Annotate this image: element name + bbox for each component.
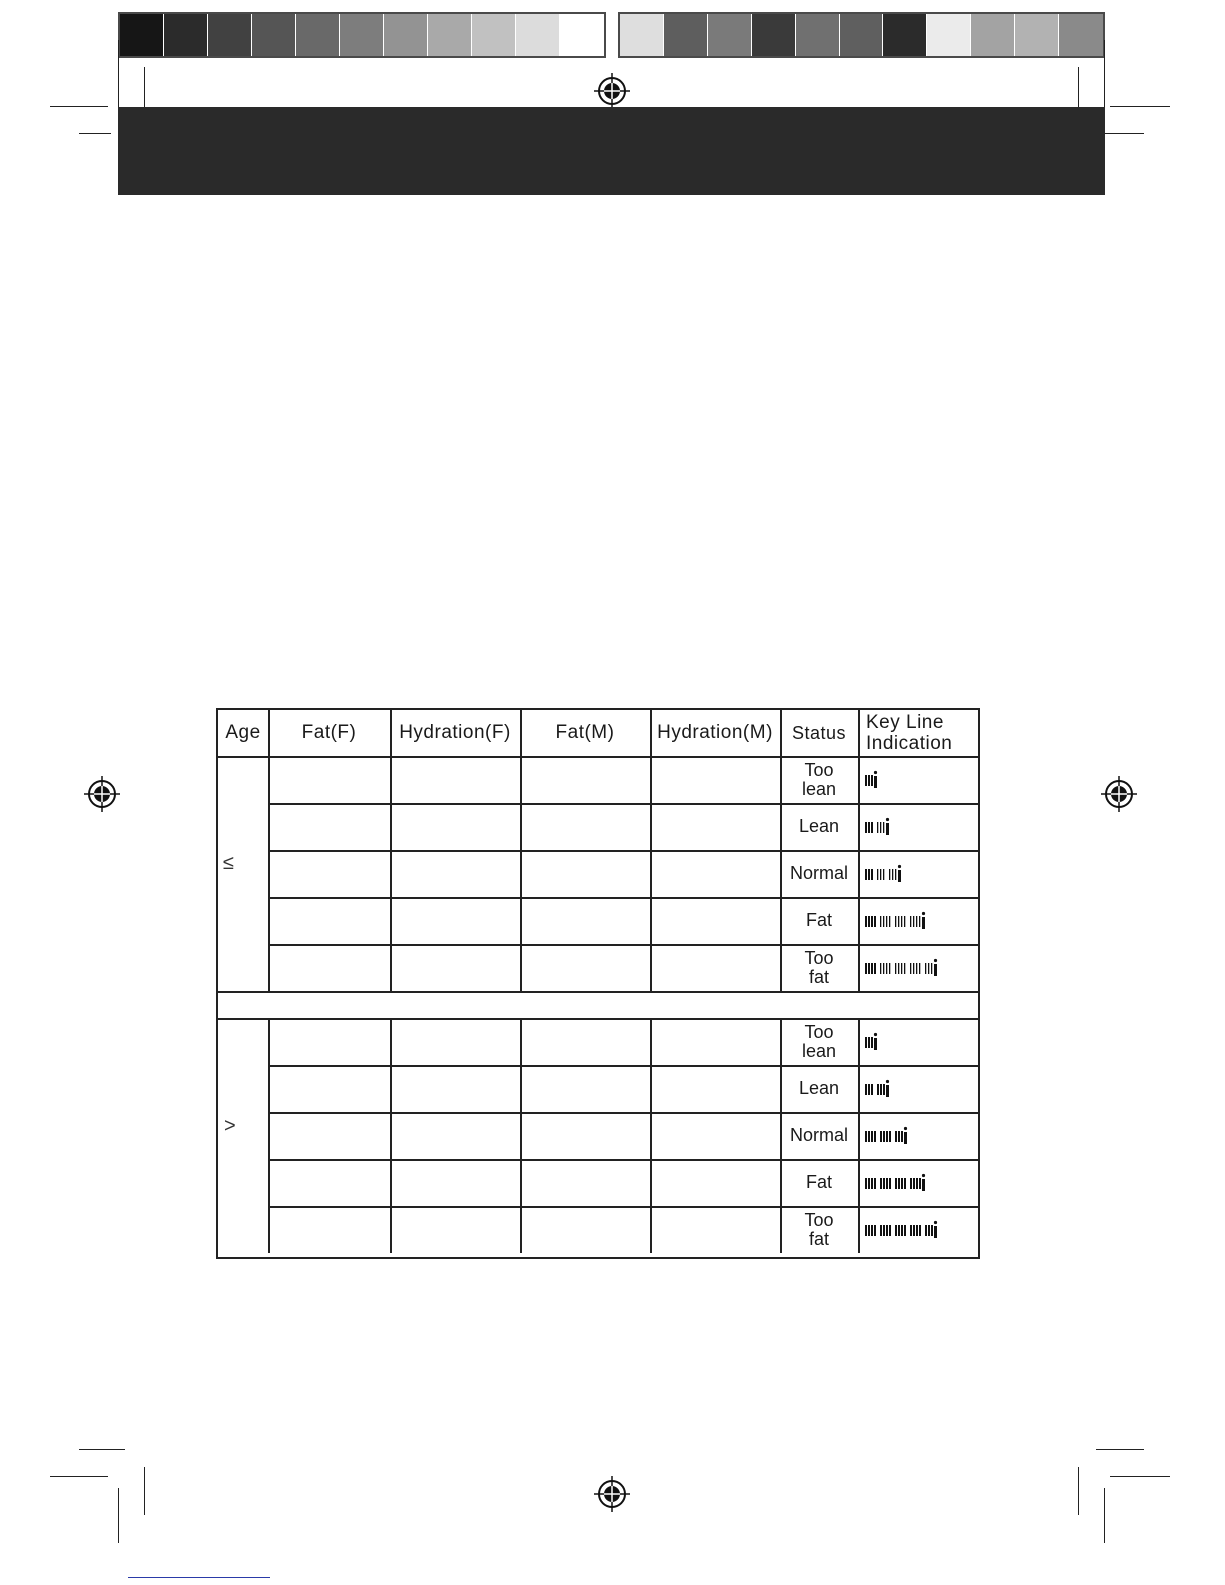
age-symbol-le: ≤ — [223, 852, 234, 874]
indicator-bar — [886, 1178, 888, 1189]
indicator-bar — [898, 916, 899, 927]
indicator-bar — [865, 916, 867, 927]
indicator-bar — [871, 1037, 873, 1048]
indicator-bar — [883, 822, 884, 833]
status-label: Too lean — [801, 759, 837, 799]
indicator-bar — [886, 823, 889, 835]
indicator-bar — [871, 869, 873, 880]
indicator-bar — [871, 1131, 873, 1142]
header-age: Age — [225, 722, 261, 743]
status-label: Fat — [805, 910, 832, 930]
indicator-bar — [865, 1037, 867, 1048]
color-swatch — [208, 14, 252, 56]
grid-line — [650, 756, 652, 991]
indicator-bar — [889, 916, 890, 927]
indicator-bar — [895, 1131, 897, 1142]
indicator-bar — [886, 1085, 889, 1097]
indicator-bar — [922, 1179, 925, 1191]
indicator-bar — [880, 1084, 882, 1095]
indicator-bar — [898, 870, 901, 882]
indicator-bar — [880, 869, 881, 880]
indicator-bar — [868, 1037, 870, 1048]
indicator-bar — [898, 1131, 900, 1142]
grid-line — [390, 710, 392, 756]
indicator-bar — [883, 1084, 885, 1095]
indicator-bar — [874, 916, 876, 927]
indicator-bar — [886, 963, 887, 974]
status-label: Too fat — [804, 1209, 834, 1249]
indicator-bar — [904, 916, 905, 927]
indicator-bar — [904, 1225, 906, 1236]
crop-mark — [1096, 1449, 1144, 1450]
indicator-bar — [883, 963, 884, 974]
crop-mark — [1110, 1476, 1170, 1477]
indicator-bar — [883, 1131, 885, 1142]
status-label: Lean — [798, 1078, 840, 1098]
indicator-bar — [865, 775, 867, 786]
indicator-bar — [868, 1178, 870, 1189]
indicator-bar — [865, 822, 867, 833]
indicator-bar — [931, 963, 932, 974]
color-calibration-bar-left — [118, 12, 606, 58]
indicator-bar — [910, 916, 911, 927]
age-symbol-gt: > — [224, 1115, 236, 1137]
indicator-bar — [901, 1225, 903, 1236]
key-line-indicator-icon — [864, 1173, 976, 1191]
indicator-bar — [919, 916, 920, 927]
indicator-bar — [868, 869, 870, 880]
indicator-bar — [886, 916, 887, 927]
color-swatch — [927, 14, 971, 56]
status-label: Too lean — [801, 1021, 837, 1061]
indicator-bar — [865, 963, 867, 974]
grid-line — [858, 710, 860, 756]
key-line-indicator-icon — [864, 817, 976, 835]
indicator-bar — [919, 963, 920, 974]
crop-mark — [118, 1488, 119, 1543]
indicator-bar — [883, 1225, 885, 1236]
indicator-bar — [883, 916, 884, 927]
indicator-bar — [901, 963, 902, 974]
indicator-bar — [934, 1226, 937, 1238]
color-swatch — [1059, 14, 1103, 56]
grid-line — [268, 897, 978, 899]
color-swatch — [472, 14, 516, 56]
header-hydration-m: Hydration(M) — [657, 722, 773, 743]
indicator-bar — [865, 1178, 867, 1189]
grid-line — [520, 710, 522, 756]
indicator-bar — [916, 963, 917, 974]
color-swatch — [428, 14, 472, 56]
key-line-indicator-icon — [864, 864, 976, 882]
indicator-bar — [922, 917, 925, 929]
indicator-bar — [919, 1225, 921, 1236]
registration-mark-icon — [594, 1476, 630, 1512]
header-fat-m: Fat(M) — [555, 722, 615, 743]
grid-line — [268, 1159, 978, 1161]
color-swatch — [384, 14, 428, 56]
indicator-bar — [871, 963, 873, 974]
indicator-bar — [895, 1225, 897, 1236]
status-label: Normal — [789, 863, 848, 883]
indicator-bar — [871, 822, 873, 833]
footer-underline — [128, 1577, 270, 1578]
crop-mark — [1110, 106, 1170, 107]
indicator-bar — [919, 1178, 921, 1189]
grid-line — [268, 850, 978, 852]
grid-line — [268, 1206, 978, 1208]
color-calibration-bar-right — [618, 12, 1105, 58]
indicator-bar — [871, 1084, 873, 1095]
indicator-bar — [871, 916, 873, 927]
indicator-bar — [880, 916, 881, 927]
grid-line — [780, 756, 782, 991]
grid-line — [650, 1018, 652, 1253]
indicator-bar — [895, 963, 896, 974]
body-composition-table — [216, 708, 980, 1259]
indicator-bar — [868, 775, 870, 786]
key-line-indicator-icon — [864, 1079, 976, 1097]
color-swatch — [1015, 14, 1059, 56]
indicator-bar — [895, 869, 896, 880]
color-swatch — [971, 14, 1015, 56]
header-status: Status — [791, 722, 847, 743]
indicator-bar — [895, 1178, 897, 1189]
crop-mark — [1078, 1467, 1079, 1515]
indicator-bar — [928, 963, 929, 974]
indicator-bar — [901, 916, 902, 927]
indicator-bar — [874, 776, 877, 788]
indicator-dot — [922, 1174, 925, 1177]
grid-line — [268, 710, 270, 756]
indicator-bar — [883, 1178, 885, 1189]
indicator-bar — [904, 963, 905, 974]
indicator-bar — [901, 1178, 903, 1189]
key-line-indicator-icon — [864, 958, 976, 976]
indicator-bar — [880, 1131, 882, 1142]
indicator-bar — [874, 1225, 876, 1236]
color-swatch — [708, 14, 752, 56]
header-band — [118, 107, 1105, 195]
color-swatch — [164, 14, 208, 56]
indicator-dot — [934, 959, 937, 962]
status-label: Too fat — [804, 947, 834, 987]
grid-line — [780, 710, 782, 756]
registration-mark-icon — [1101, 776, 1137, 812]
indicator-bar — [868, 822, 870, 833]
indicator-bar — [868, 1225, 870, 1236]
color-swatch — [664, 14, 708, 56]
indicator-bar — [925, 963, 926, 974]
indicator-bar — [916, 916, 917, 927]
indicator-bar — [913, 1225, 915, 1236]
indicator-bar — [868, 916, 870, 927]
color-swatch — [516, 14, 560, 56]
grid-line — [780, 1018, 782, 1253]
header-hydration-f: Hydration(F) — [399, 722, 511, 743]
indicator-bar — [892, 869, 893, 880]
indicator-dot — [898, 865, 901, 868]
indicator-bar — [880, 822, 881, 833]
color-swatch — [560, 14, 604, 56]
grid-line — [390, 756, 392, 991]
grid-line — [268, 944, 978, 946]
indicator-bar — [934, 964, 937, 976]
indicator-bar — [901, 1131, 903, 1142]
indicator-dot — [934, 1221, 937, 1224]
registration-mark-icon — [84, 776, 120, 812]
crop-mark — [79, 133, 111, 134]
color-swatch — [796, 14, 840, 56]
indicator-bar — [865, 1225, 867, 1236]
indicator-dot — [886, 818, 889, 821]
indicator-bar — [865, 1131, 867, 1142]
indicator-bar — [895, 916, 896, 927]
grid-line — [268, 756, 270, 991]
grid-line — [218, 991, 978, 993]
registration-mark-icon — [594, 73, 630, 109]
indicator-bar — [913, 916, 914, 927]
indicator-bar — [889, 869, 890, 880]
indicator-dot — [886, 1080, 889, 1083]
indicator-bar — [889, 1178, 891, 1189]
indicator-bar — [877, 869, 878, 880]
crop-mark — [79, 1449, 125, 1450]
key-line-indicator-icon — [864, 770, 976, 788]
indicator-bar — [913, 963, 914, 974]
indicator-bar — [913, 1178, 915, 1189]
color-swatch — [252, 14, 296, 56]
indicator-bar — [874, 1038, 877, 1050]
indicator-bar — [886, 1131, 888, 1142]
crop-mark — [50, 106, 108, 107]
grid-line — [858, 756, 860, 991]
grid-line — [650, 710, 652, 756]
indicator-bar — [877, 1084, 879, 1095]
indicator-bar — [871, 775, 873, 786]
grid-line — [268, 1112, 978, 1114]
indicator-dot — [874, 1033, 877, 1036]
indicator-bar — [883, 869, 884, 880]
indicator-bar — [868, 963, 870, 974]
header-key-line: Key Line Indication — [866, 712, 953, 754]
indicator-bar — [910, 1225, 912, 1236]
indicator-bar — [904, 1178, 906, 1189]
indicator-bar — [868, 1084, 870, 1095]
grid-line — [218, 756, 978, 758]
indicator-dot — [922, 912, 925, 915]
indicator-bar — [871, 1225, 873, 1236]
key-line-indicator-icon — [864, 1126, 976, 1144]
indicator-bar — [880, 1225, 882, 1236]
grid-line — [218, 1018, 978, 1020]
grid-line — [390, 1018, 392, 1253]
key-line-indicator-icon — [864, 1032, 976, 1050]
indicator-dot — [874, 771, 877, 774]
indicator-bar — [874, 963, 876, 974]
status-label: Normal — [789, 1125, 848, 1145]
grid-line — [268, 1018, 270, 1253]
indicator-bar — [931, 1225, 933, 1236]
indicator-bar — [898, 1178, 900, 1189]
status-label: Fat — [805, 1172, 832, 1192]
indicator-bar — [916, 1178, 918, 1189]
grid-line — [520, 1018, 522, 1253]
indicator-dot — [904, 1127, 907, 1130]
indicator-bar — [904, 1132, 907, 1144]
indicator-bar — [889, 963, 890, 974]
indicator-bar — [865, 1084, 867, 1095]
indicator-bar — [886, 1225, 888, 1236]
indicator-bar — [880, 963, 881, 974]
crop-mark — [1104, 1488, 1105, 1543]
grid-line — [268, 1065, 978, 1067]
indicator-bar — [928, 1225, 930, 1236]
color-swatch — [840, 14, 884, 56]
color-swatch — [620, 14, 664, 56]
indicator-bar — [916, 1225, 918, 1236]
color-swatch — [752, 14, 796, 56]
indicator-bar — [874, 1178, 876, 1189]
color-swatch — [120, 14, 164, 56]
indicator-bar — [925, 1225, 927, 1236]
crop-mark — [50, 1476, 108, 1477]
color-swatch — [296, 14, 340, 56]
grid-line — [268, 803, 978, 805]
grid-line — [858, 1018, 860, 1253]
indicator-bar — [877, 822, 878, 833]
indicator-bar — [871, 1178, 873, 1189]
color-swatch — [340, 14, 384, 56]
indicator-bar — [898, 1225, 900, 1236]
color-swatch — [883, 14, 927, 56]
indicator-bar — [868, 1131, 870, 1142]
indicator-bar — [889, 1225, 891, 1236]
indicator-bar — [865, 869, 867, 880]
key-line-indicator-icon — [864, 911, 976, 929]
indicator-bar — [910, 1178, 912, 1189]
crop-mark — [144, 1467, 145, 1515]
header-fat-f: Fat(F) — [301, 722, 357, 743]
status-label: Lean — [798, 816, 840, 836]
indicator-bar — [889, 1131, 891, 1142]
indicator-bar — [898, 963, 899, 974]
indicator-bar — [880, 1178, 882, 1189]
indicator-bar — [874, 1131, 876, 1142]
indicator-bar — [910, 963, 911, 974]
grid-line — [520, 756, 522, 991]
key-line-indicator-icon — [864, 1220, 976, 1238]
